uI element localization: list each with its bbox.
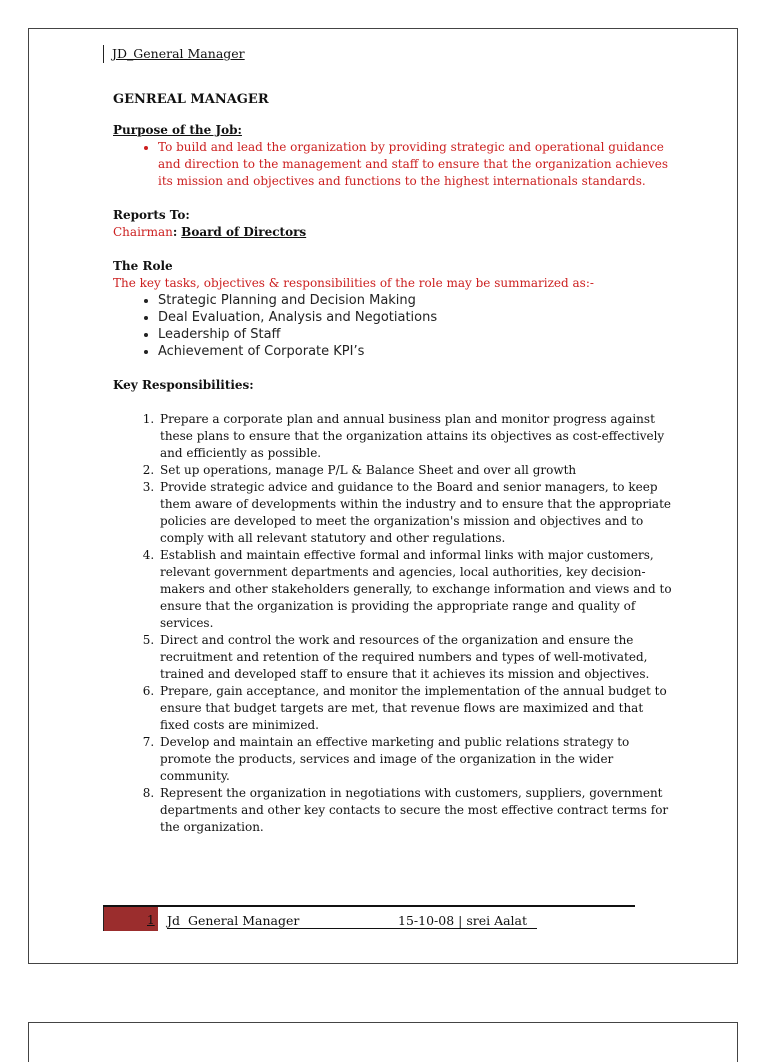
next-page-edge bbox=[28, 1022, 738, 1062]
responsibility-item: 3. Provide strategic advice and guidance to the Board and senior managers, to keep them aware of developments within the industry and to ensure that the appropriate policies are developed to meet the organization's mission and objectives and to comply with all relevant statutory and other regulations. bbox=[158, 479, 673, 547]
header-title: JD_General Manager bbox=[112, 46, 245, 61]
role-heading: The Role bbox=[113, 259, 173, 273]
role-item: • Strategic Planning and Decision Making bbox=[158, 292, 673, 309]
document-page bbox=[28, 28, 738, 964]
reports-to-chairman: Chairman bbox=[113, 225, 173, 239]
purpose-heading: Purpose of the Job: bbox=[113, 123, 242, 137]
purpose-list bbox=[113, 139, 673, 190]
reports-to-colon: : bbox=[172, 225, 178, 239]
responsibility-item: 4. Establish and maintain effective formal and informal links with major customers, relevant government departments and agencies, local authorities, key decision-makers and other stakeholders generally, to exchange information and views and to ensure that the organization is providing the appropriate range and quality of services. bbox=[158, 547, 673, 632]
responsibility-item: 1. Prepare a corporate plan and annual business plan and monitor progress against these plans to ensure that the organization attains its objectives as cost-effectively and efficiently as possible. bbox=[158, 411, 673, 462]
role-list bbox=[113, 292, 673, 360]
responsibility-item: 2. Set up operations, manage P/L & Balance Sheet and over all growth bbox=[158, 462, 673, 479]
footer-title: Jd General Manager bbox=[167, 913, 537, 929]
role-item: • Deal Evaluation, Analysis and Negotiations bbox=[158, 309, 673, 326]
document-body bbox=[113, 91, 673, 836]
reports-to-line bbox=[113, 224, 673, 241]
footer-rule bbox=[103, 905, 635, 907]
purpose-bullet: • To build and lead the organization by providing strategic and operational guidance and direction to the management and staff to ensure that the organization achieves its mission and objectives and functions to the highest internationals standards. bbox=[158, 139, 673, 190]
page-footer bbox=[103, 905, 635, 931]
responsibilities-heading: Key Responsibilities: bbox=[113, 378, 254, 392]
reports-to-heading: Reports To: bbox=[113, 208, 190, 222]
role-item: • Achievement of Corporate KPI’s bbox=[158, 343, 673, 360]
responsibilities-list bbox=[113, 411, 673, 836]
footer-page-number: 1 bbox=[147, 913, 155, 927]
role-intro: The key tasks, objectives & responsibilities of the role may be summarized as:- bbox=[113, 276, 594, 290]
responsibility-item: 5. Direct and control the work and resources of the organization and ensure the recruitment and retention of the required numbers and types of well-motivated, trained and developed staff to ensure that it achieves its mission and objectives. bbox=[158, 632, 673, 683]
role-item: • Leadership of Staff bbox=[158, 326, 673, 343]
responsibility-item: 8. Represent the organization in negotiations with customers, suppliers, government departments and other key contacts to secure the most effective contract terms for the organization. bbox=[158, 785, 673, 836]
page-header bbox=[103, 45, 245, 63]
responsibility-item: 6. Prepare, gain acceptance, and monitor the implementation of the annual budget to ensure that budget targets are met, that revenue flows are maximized and that fixed costs are minimized. bbox=[158, 683, 673, 734]
responsibility-item: 7. Develop and maintain an effective marketing and public relations strategy to promote the products, services and image of the organization in the wider community. bbox=[158, 734, 673, 785]
document-title: GENREAL MANAGER bbox=[113, 92, 269, 107]
reports-to-board: Board of Directors bbox=[181, 225, 307, 239]
footer-date-author: 15-10-08 | srei Aalat bbox=[398, 913, 528, 928]
